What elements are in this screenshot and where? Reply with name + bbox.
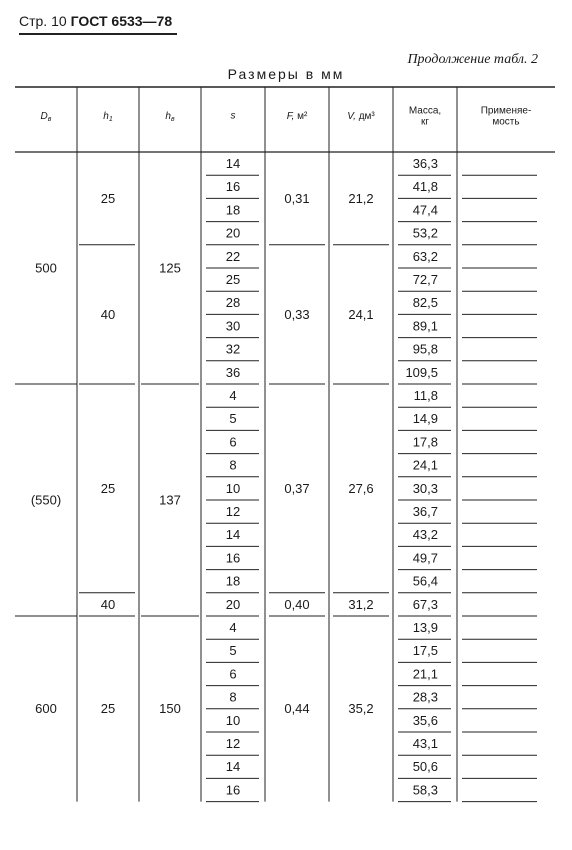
cell-h1: 25 — [100, 480, 116, 496]
cell-mass: 109,5 — [405, 364, 438, 380]
cell-mass: 36,3 — [412, 156, 438, 172]
cell-V: 27,6 — [348, 480, 374, 496]
standard-code: ГОСТ 6533—78 — [70, 13, 173, 29]
cell-s: 10 — [225, 480, 241, 496]
cell-Dv: (550) — [30, 492, 62, 508]
cell-mass: 14,9 — [412, 411, 438, 427]
cell-mass: 35,6 — [412, 712, 438, 728]
cell-mass: 89,1 — [412, 318, 438, 334]
cell-s: 5 — [229, 643, 237, 659]
column-header-h1: $h_1$ — [103, 110, 113, 123]
cell-s: 6 — [229, 666, 237, 682]
units-caption: Размеры в мм — [227, 66, 345, 82]
cell-s: 8 — [229, 457, 237, 473]
column-header-F: F, м² — [286, 110, 308, 122]
cell-s: 20 — [225, 225, 241, 241]
cell-s: 20 — [225, 596, 241, 612]
cell-hv: 150 — [159, 701, 181, 717]
cell-s: 12 — [225, 736, 241, 752]
cell-s: 14 — [225, 527, 241, 543]
cell-h1: 25 — [100, 190, 116, 206]
cell-hv: 125 — [159, 260, 181, 276]
cell-mass: 63,2 — [412, 248, 438, 264]
cell-s: 36 — [225, 364, 241, 380]
cell-s: 14 — [225, 156, 241, 172]
column-header-applicability: Применяе- — [480, 105, 532, 117]
column-header-s: s — [230, 110, 236, 122]
cell-mass: 56,4 — [412, 573, 438, 589]
column-header-hv: $h_в$ — [165, 110, 175, 123]
cell-s: 25 — [225, 272, 241, 288]
table-continuation-note: Продолжение табл. 2 — [407, 52, 538, 67]
cell-mass: 41,8 — [412, 179, 438, 195]
cell-mass: 43,1 — [412, 736, 438, 752]
cell-s: 32 — [225, 341, 241, 357]
page-number: Стр. 10 — [19, 13, 67, 29]
cell-mass: 21,1 — [412, 666, 438, 682]
cell-F: 0,37 — [284, 480, 310, 496]
cell-V: 31,2 — [348, 596, 374, 612]
cell-h1: 40 — [100, 306, 116, 322]
cell-s: 22 — [225, 248, 241, 264]
column-header-applicability: мость — [492, 116, 520, 128]
cell-h1: 40 — [100, 596, 116, 612]
cell-s: 4 — [229, 620, 237, 636]
cell-Dv: 600 — [35, 701, 57, 717]
cell-mass: 43,2 — [412, 527, 438, 543]
cell-mass: 72,7 — [412, 272, 438, 288]
cell-F: 0,33 — [284, 306, 310, 322]
cell-mass: 30,3 — [412, 480, 438, 496]
cell-s: 18 — [225, 202, 241, 218]
cell-s: 12 — [225, 504, 241, 520]
cell-mass: 28,3 — [412, 689, 438, 705]
column-header-Dv: $D_в$ — [40, 110, 52, 123]
cell-Dv: 500 — [35, 260, 57, 276]
cell-s: 6 — [229, 434, 237, 450]
cell-s: 8 — [229, 689, 237, 705]
cell-h1: 25 — [100, 701, 116, 717]
cell-s: 28 — [225, 295, 241, 311]
cell-F: 0,44 — [284, 701, 310, 717]
cell-F: 0,40 — [284, 596, 310, 612]
cell-mass: 53,2 — [412, 225, 438, 241]
cell-mass: 95,8 — [412, 341, 438, 357]
cell-hv: 137 — [159, 492, 181, 508]
cell-mass: 11,8 — [413, 388, 438, 404]
cell-s: 4 — [229, 388, 237, 404]
cell-mass: 82,5 — [412, 295, 438, 311]
cell-s: 16 — [225, 782, 241, 798]
cell-V: 21,2 — [348, 190, 374, 206]
cell-s: 10 — [225, 712, 241, 728]
cell-s: 16 — [225, 179, 241, 195]
cell-s: 5 — [229, 411, 237, 427]
cell-mass: 36,7 — [412, 504, 438, 520]
cell-mass: 17,5 — [412, 643, 438, 659]
cell-s: 14 — [225, 759, 241, 775]
cell-mass: 49,7 — [412, 550, 438, 566]
column-header-mass: Масса, — [408, 105, 442, 117]
cell-V: 35,2 — [348, 701, 374, 717]
column-header-mass: кг — [420, 116, 430, 128]
cell-s: 16 — [225, 550, 241, 566]
cell-mass: 47,4 — [412, 202, 438, 218]
cell-mass: 17,8 — [412, 434, 438, 450]
column-header-V: V, дм³ — [347, 110, 375, 122]
cell-s: 30 — [225, 318, 241, 334]
cell-mass: 24,1 — [412, 457, 438, 473]
cell-F: 0,31 — [284, 190, 310, 206]
cell-mass: 50,6 — [412, 759, 438, 775]
cell-mass: 58,3 — [412, 782, 438, 798]
cell-V: 24,1 — [348, 306, 374, 322]
cell-mass: 67,3 — [412, 596, 438, 612]
cell-s: 18 — [225, 573, 241, 589]
cell-mass: 13,9 — [412, 620, 438, 636]
